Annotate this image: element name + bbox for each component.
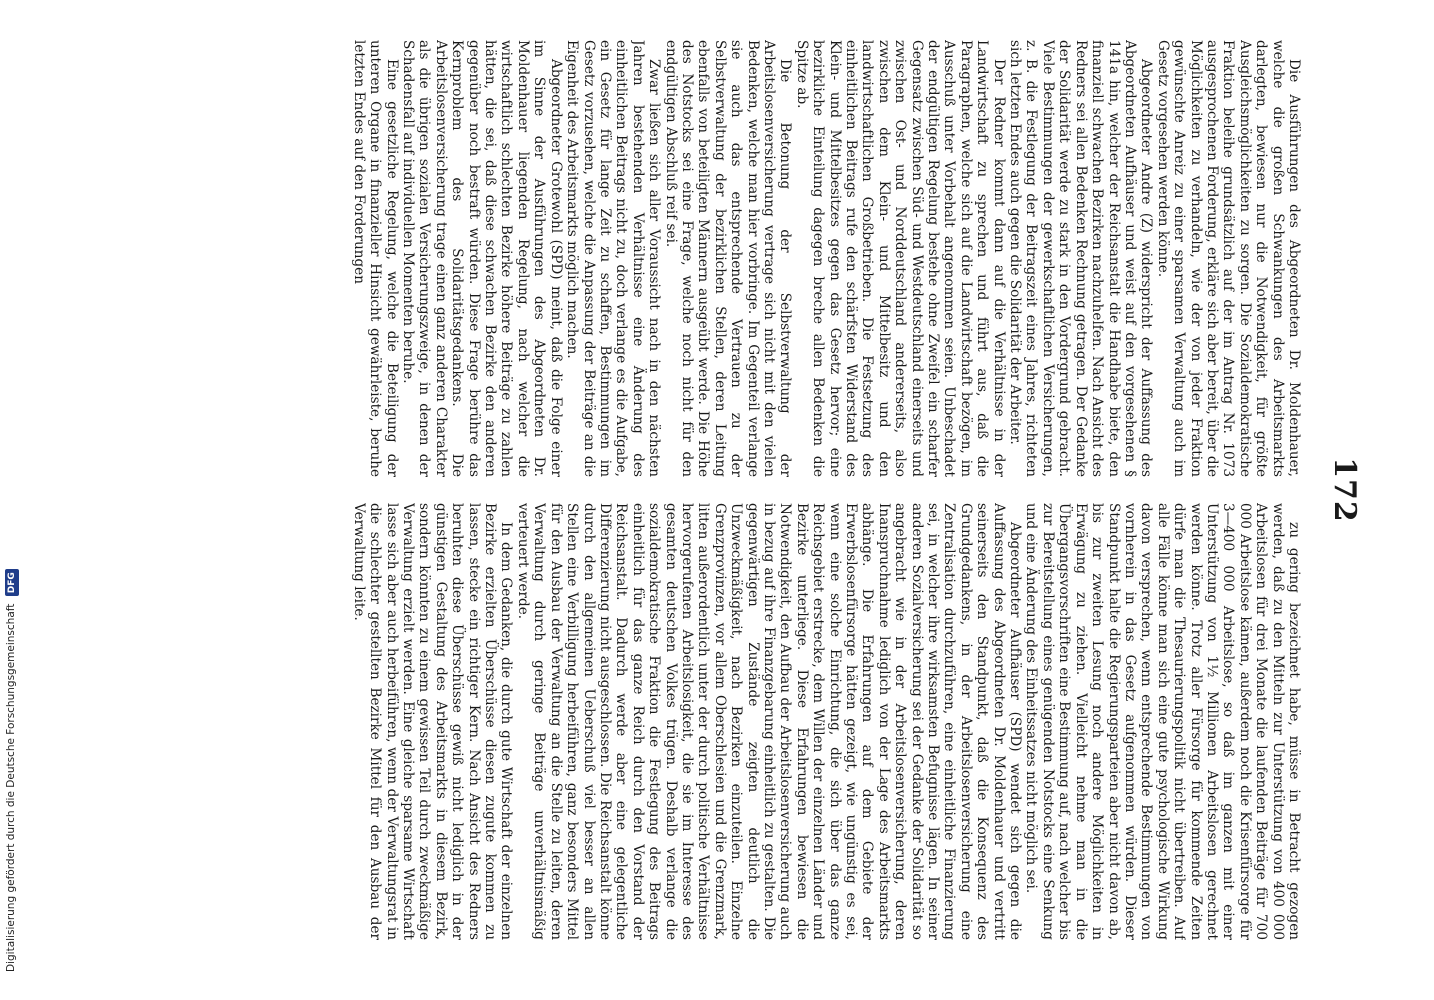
attribution-footer: [3, 0, 19, 972]
attribution-strip: [0, 0, 22, 1000]
paragraph: Der Redner kommt dann auf die Verhältnisse in der Landwirtschaft zu sprechen und führt aus, daß die Paragraphen, welche sich auf die Landwirtschaft bezögen, im Ausschuß unter Vorbehalt angenommen seien. Unbeschadet der endgültigen Regelung bestehe ohne Zweifel ein scharfer Gegensatz zwischen Süd- und Westdeutschland einerseits und zwischen Ost- und Norddeutschland andererseits, also zwischen dem Klein- und Mittelbesitz und den landwirtschaftlichen Großbetrieben. Die Festsetzung des einheitlichen Beitrags rufe den schärfsten Widerstand des Klein- und Mittelbesitzes gegen das Gesetz hervor; eine bezirkliche Einteilung dagegen breche allen Bedenken die Spitze ab.: [793, 40, 1007, 477]
rotated-document-page: [52, 40, 1362, 940]
paragraph: Abgeordneter Aufhäuser (SPD) wendet sich gegen die Auffassung des Abgeordneten Dr. Moldenhauer und vertritt seinerseits den Standpunkt, daß die Konsequenz des Grundgedankens, in der Arbeitslosenversicherung eine Zentralisation durchzuführen, eine einheitliche Finanzierung sei, in welcher ihre wirksamsten Befugnisse lägen. In seiner anderen Sozialversicherung sei der Gedanke der Solidarität so angebracht wie in der Arbeitslosenversicherung, deren Inanspruchnahme lediglich von der Lage des Arbeitsmarkts abhänge. Die Erfahrungen auf dem Gebiete der Erwerbslosenfürsorge hätten gezeigt, wie ungünstig es sei, wenn eine solche Einrichtung, die sich über das ganze Reichsgebiet erstrecke, dem Willen der einzelnen Länder und Bezirke unterliege. Diese Erfahrungen bewiesen die Notwendigkeit, den Aufbau der Arbeitslosenversicherung auch in bezug auf ihre Finanzgebarung einheitlich zu gestalten. Die gegenwärtigen Zustände zeigten deutlich die Unzweckmäßigkeit, nach Bezirken einzuteilen. Einzelne Grenzprovinzen, vor allem Oberschlesien und die Grenzmark, litten außerordentlich unter der durch politische Verhältnisse hervorgerufenen Arbeitslosigkeit, die sie im Interesse des gesamten deutschen Volkes trügen. Deshalb verlange die sozialdemokratische Fraktion die Festlegung des Beitrags einheitlich für das ganze Reich durch den Vorstand der Reichsanstalt. Dadurch werde aber eine gelegentliche Differenzierung nicht ausgeschlossen. Die Reichsanstalt könne durch den allgemeinen Ueberschuß viel besser an allen Stellen eine Verbilligung herbeiführen, ganz besonders Mittel für den Ausbau der Verwaltung an die Stelle zu leiten, deren Verwaltung durch geringe Beiträge unverhältnismäßig verteuert werde.: [514, 503, 1024, 940]
paragraph: Abgeordneter Andre (Z) widerspricht der Auffassung des Abgeordneten Aufhäuser und weist auf den vorgesehenen § 141a hin, welcher der Reichsanstalt die Handhabe biete, den finanziell schwachen Bezirken nachzuhelfen. Nach Ansicht des Redners sei allen Bedenken Rechnung getragen. Der Gedanke der Solidarität werde zu stark in den Vordergrund gebracht. Viele Bestimmungen der gewerkschaftlichen Versicherungen, z. B. die Festlegung der Beitragszeit eines Jahres, richteten sich letzten Endes auch gegen die Solidarität der Arbeiter.: [1007, 40, 1155, 477]
text-columns: [62, 40, 1302, 940]
paragraph: In dem Gedanken, die durch gute Wirtschaft der einzelnen Bezirke erzielten Überschüsse diesen zugute kommen zu lassen, stecke ein richtiger Kern. Nach Ansicht des Redners beruhten diese Überschüsse gewiß nicht lediglich in der günstigen Gestaltung des Arbeitsmarkts in diesem Bezirk, sondern könnten zu einem gewissen Teil durch zweckmäßige Verwaltung erzielt werden. Eine gleiche sparsame Wirtschaft lasse sich aber auch herbeiführen, wenn der Verwaltungsrat in die schlechter gestellten Bezirke Mittel für den Ausbau der Verwaltung leite.: [350, 503, 515, 940]
paragraph: Eine gesetzliche Regelung, welche die Beteiligung der unteren Organe in finanzieller Hinsicht gewährleiste, beruhe letzten Endes auf den Forderungen: [350, 40, 400, 477]
paragraph: Die Betonung der Selbstverwaltung der Arbeitslosenversicherung vertrage sich nicht mit den vielen Bedenken, welche man hier vorbringe. Im Gegenteil verlange sie auch das entsprechende Vertrauen zu der Selbstverwaltung der bezirklichen Stellen, deren Leitung ebenfalls von beteiligten Männern ausgeübt werde. Die Höhe des Notstocks sei eine Frage, welche noch nicht für den endgültigen Abschluß reif sei.: [662, 40, 794, 477]
page-number: 172: [1327, 457, 1362, 523]
paragraph: Zwar ließen sich aller Voraussicht nach in den nächsten Jahren bestehenden Verhältnisse eine Änderung des einheitlichen Beitrags nicht zu, doch verlange es die Aufgabe, ein Gesetz für lange Zeit zu schaffen, Bestimmungen im Gesetz vorzusehen, welche die Anpassung der Beiträge an die Eigenheit des Arbeitsmarkts möglich machen.: [564, 40, 663, 477]
paragraph: Abgeordneter Grotewohl (SPD) meint, daß die Folge einer im Sinne der Ausführungen des Abgeordneten Dr. Moldenhauer liegenden Regelung, nach welcher die wirtschaftlich schlechten Bezirke höhere Beiträge zu zahlen hätten, die sei, daß diese schwachen Bezirke den anderen gegenüber noch bestraft würden. Diese Frage berühre das Kernproblem des Solidaritätsgedankens. Die Arbeitslosenversicherung trage einen ganz anderen Charakter als die übrigen sozialen Versicherungszweige, in denen der Schadensfall auf individuellen Momenten beruhe.: [400, 40, 564, 477]
dfg-logo: DFG: [5, 569, 19, 596]
paragraph: zu gering bezeichnet habe, müsse in Betracht gezogen werden, daß zu den Mitteln zur Unterstützung von 400 000 Arbeitslosen für drei Monate die laufenden Beiträge für 700 000 Arbeitslose kämen, außerdem noch die Krisenfürsorge für 3—400 000 Arbeitslose, so daß im ganzen mit einer Unterstützung von 1½ Millionen Arbeitslosen gerechnet werden könne. Trotz aller Fürsorge für kommende Zeiten dürfe man die Thesaurierungspolitik nicht übertreiben. Auf alle Fälle könne man sich eine gute psychologische Wirkung davon versprechen, wenn entsprechende Bestimmungen von vornherein in das Gesetz aufgenommen würden. Dieser Standpunkt halte die Regierungsparteien aber nicht davon ab, bis zur zweiten Lesung noch andere Möglichkeiten in Erwägung zu ziehen. Vielleicht nehme man in die Übergangsvorschriften eine Bestimmung auf, nach welcher bis zur Bereitstellung eines genügenden Notstocks eine Senkung und eine Änderung des Einheitssatzes nicht möglich sei.: [1023, 503, 1302, 940]
attribution-text: Digitalisierung gefördert durch die Deutsche Forschungsgemeinschaft: [5, 603, 17, 972]
paragraph: Die Ausführungen des Abgeordneten Dr. Moldenhauer, welche die großen Schwankungen des Arbeitsmarkts darlegten, bewiesen nur die Notwendigkeit, für größte Ausgleichsmöglichkeiten zu sorgen. Die Sozialdemokratische Fraktion beleihe grundsätzlich auf der im Antrag Nr. 1073 ausgesprochenen Forderung, erkläre sich aber bereit, über die Möglichkeiten zu verhandeln, wie der von jeder Fraktion gewünschte Anreiz zu einer sparsamen Verwaltung auch im Gesetz vorgesehen werden könne.: [1154, 40, 1302, 477]
right-column: [62, 503, 1302, 940]
left-column: [62, 40, 1302, 477]
